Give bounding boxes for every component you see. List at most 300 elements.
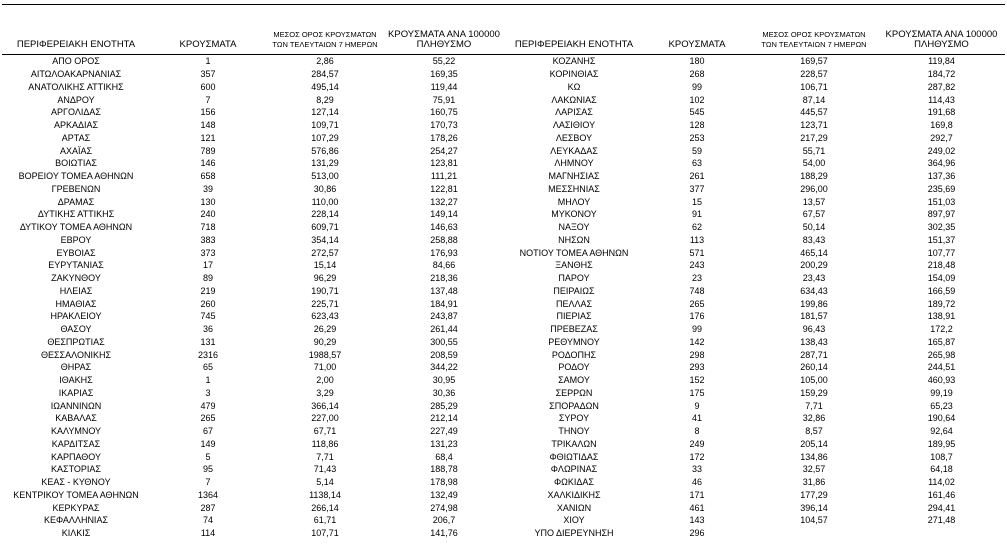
cell-region-right: ΚΟΡΙΝΘΙΑΣ xyxy=(549,69,599,80)
header-row xyxy=(2,5,1005,55)
cell-region-left: ΔΥΤΙΚΗΣ ΑΤΤΙΚΗΣ xyxy=(37,209,115,220)
cell-per100k-left: 84,66 xyxy=(432,260,456,271)
cell-region-left: ΚΕΦΑΛΛΗΝΙΑΣ xyxy=(43,515,109,526)
cell-avg7-left: 3,29 xyxy=(316,387,334,398)
cell-avg7-right: 445,57 xyxy=(800,107,828,118)
cell-per100k-right: 64,18 xyxy=(930,464,953,475)
cell-region-left: ΚΑΒΑΛΑΣ xyxy=(55,413,97,424)
cell-cases-left: 131 xyxy=(200,336,216,347)
cell-avg7-right: 634,43 xyxy=(800,285,828,296)
cell-per100k-right: 190,64 xyxy=(927,413,956,424)
cell-cases-left: 17 xyxy=(202,260,213,271)
cell-cases-right: 99 xyxy=(691,324,702,335)
cell-avg7-left: 272,57 xyxy=(311,247,339,258)
cell-avg7-left: 107,71 xyxy=(311,528,339,539)
cell-avg7-left: 127,14 xyxy=(311,107,339,118)
header-avg7-line2: ΤΩΝ ΤΕΛΕΥΤΑΙΩΝ 7 ΗΜΕΡΩΝ xyxy=(272,40,378,49)
cell-avg7-left: 26,29 xyxy=(313,324,337,335)
cell-region-right: ΣΥΡΟΥ xyxy=(558,413,590,424)
cell-avg7-left: 8,29 xyxy=(316,94,334,105)
cell-avg7-right: 199,86 xyxy=(800,298,828,309)
cell-region-right: ΧΙΟΥ xyxy=(563,515,585,526)
cell-avg7-left: 225,71 xyxy=(311,298,339,309)
cell-cases-right: 152 xyxy=(689,375,705,386)
cell-cases-right: 293 xyxy=(689,362,705,373)
cell-region-right: ΜΑΓΝΗΣΙΑΣ xyxy=(548,171,600,182)
header-cases-right: ΚΡΟΥΣΜΑΤΑ xyxy=(644,5,750,55)
table-row xyxy=(2,68,1005,81)
cell-cases-left: 156 xyxy=(200,107,216,118)
cell-cases-left: 287 xyxy=(200,502,216,513)
table-row xyxy=(2,144,1005,157)
cell-per100k-left: 218,36 xyxy=(430,273,458,284)
cell-region-right: ΠΕΛΛΑΣ xyxy=(555,298,593,309)
table-row xyxy=(2,514,1005,527)
cell-region-right: ΜΕΣΣΗΝΙΑΣ xyxy=(548,183,600,194)
cell-avg7-right: 134,86 xyxy=(800,451,828,462)
cell-region-left: ΑΡΚΑΔΙΑΣ xyxy=(53,120,99,131)
cell-per100k-left: 258,88 xyxy=(430,234,458,245)
cell-cases-left: 718 xyxy=(200,222,216,233)
cell-avg7-right: 31,86 xyxy=(802,477,826,488)
cell-avg7-left: 71,00 xyxy=(313,362,337,373)
cell-per100k-left: 122,81 xyxy=(430,183,458,194)
cell-avg7-left: 2,00 xyxy=(316,375,334,386)
table-row xyxy=(2,412,1005,425)
cell-cases-right: 91 xyxy=(691,209,702,220)
table-row xyxy=(2,450,1005,463)
table-row xyxy=(2,208,1005,221)
header-avg7-line1: ΜΕΣΟΣ ΟΡΟΣ ΚΡΟΥΣΜΑΤΩΝ xyxy=(762,30,866,39)
cell-per100k-right: 189,72 xyxy=(927,298,956,309)
cell-avg7-right: 260,14 xyxy=(800,362,828,373)
cell-cases-right: 545 xyxy=(689,107,705,118)
cell-per100k-left: 75,91 xyxy=(432,94,456,105)
table-row xyxy=(2,81,1005,94)
cell-per100k-right: 114,43 xyxy=(928,94,955,105)
cell-cases-left: 95 xyxy=(202,464,213,475)
table-row xyxy=(2,323,1005,336)
table-row xyxy=(2,93,1005,106)
cell-per100k-right: 107,77 xyxy=(927,247,956,258)
cell-per100k-right: 151,03 xyxy=(927,196,956,207)
cell-cases-left: 89 xyxy=(202,273,213,284)
cell-region-left: ΘΕΣΣΑΛΟΝΙΚΗΣ xyxy=(40,349,112,360)
cell-region-left: ΑΡΓΟΛΙΔΑΣ xyxy=(51,107,101,118)
cell-avg7-right: 32,57 xyxy=(802,464,826,475)
cell-avg7-right: 50,14 xyxy=(802,222,826,233)
cell-per100k-left: 285,29 xyxy=(430,400,458,411)
cell-cases-right: 142 xyxy=(689,336,705,347)
header-avg7-right xyxy=(750,5,878,55)
table-row xyxy=(2,272,1005,285)
cell-region-left: ΘΗΡΑΣ xyxy=(60,362,92,373)
cell-cases-left: 600 xyxy=(200,81,216,92)
cell-region-left: ΕΥΒΟΙΑΣ xyxy=(56,247,96,258)
table-row xyxy=(2,501,1005,514)
cell-avg7-right: 104,57 xyxy=(800,515,828,526)
cell-cases-right: 748 xyxy=(689,285,705,296)
cell-avg7-right: 23,43 xyxy=(802,273,826,284)
cell-per100k-right: 137,36 xyxy=(927,171,956,182)
cell-avg7-left: 1138,14 xyxy=(309,489,341,500)
table-row xyxy=(2,157,1005,170)
table-row xyxy=(2,374,1005,387)
table-row xyxy=(2,476,1005,489)
cell-per100k-left: 208,59 xyxy=(430,349,458,360)
cell-per100k-right: 154,09 xyxy=(927,273,956,284)
cell-per100k-left: 227,49 xyxy=(430,426,458,437)
cell-cases-left: 39 xyxy=(202,183,213,194)
cell-avg7-left: 107,29 xyxy=(311,132,339,143)
table-row xyxy=(2,132,1005,145)
cell-avg7-left: 110,00 xyxy=(311,196,339,207)
cell-region-right: ΡΟΔΟΥ xyxy=(558,362,590,373)
header-cases-left: ΚΡΟΥΣΜΑΤΑ xyxy=(150,5,266,55)
cell-region-left: ΘΕΣΠΡΩΤΙΑΣ xyxy=(47,336,105,347)
cell-per100k-left: 68,4 xyxy=(435,451,453,462)
cell-per100k-left: 300,55 xyxy=(430,336,458,347)
cell-cases-left: 7 xyxy=(205,477,211,488)
cell-cases-left: 745 xyxy=(200,311,216,322)
cell-per100k-left: 212,14 xyxy=(430,413,458,424)
table-row xyxy=(2,119,1005,132)
cell-avg7-right xyxy=(750,527,878,540)
cell-region-left: ΑΡΤΑΣ xyxy=(61,132,91,143)
table-row xyxy=(2,106,1005,119)
cell-cases-right: 63 xyxy=(691,158,702,169)
cell-cases-right: 113 xyxy=(689,234,705,245)
cell-cases-left: 357 xyxy=(200,69,216,80)
cell-per100k-left: 119,44 xyxy=(430,81,458,92)
cell-region-left: ΚΑΡΠΑΘΟΥ xyxy=(50,451,102,462)
table-row xyxy=(2,387,1005,400)
cell-per100k-left: 254,27 xyxy=(430,145,458,156)
cell-cases-left: 3 xyxy=(205,387,211,398)
cell-region-left: ΕΒΡΟΥ xyxy=(60,234,92,245)
cell-avg7-left: 228,14 xyxy=(311,209,339,220)
cell-avg7-right: 181,57 xyxy=(800,311,828,322)
cell-region-right: ΡΟΔΟΠΗΣ xyxy=(551,349,597,360)
cell-cases-right: 8 xyxy=(694,426,700,437)
cell-avg7-left: 90,29 xyxy=(313,336,337,347)
cell-cases-right: 41 xyxy=(691,413,702,424)
cell-region-right: ΚΟΖΑΝΗΣ xyxy=(552,56,596,67)
cell-region-right: ΧΑΝΙΩΝ xyxy=(556,502,592,513)
cell-region-right: ΠΑΡΟΥ xyxy=(558,273,590,284)
cell-avg7-right: 396,14 xyxy=(800,502,828,513)
cell-avg7-left: 495,14 xyxy=(311,81,339,92)
cell-cases-right: 15 xyxy=(691,196,702,207)
cell-region-right: ΣΑΜΟΥ xyxy=(558,375,590,386)
cell-cases-left: 789 xyxy=(200,145,216,156)
cell-cases-right: 102 xyxy=(689,94,705,105)
header-per100k-line1: ΚΡΟΥΣΜΑΤΑ ΑΝΑ 100000 xyxy=(885,29,998,40)
header-per100k-line2: ΠΛΗΘΥΣΜΟ xyxy=(914,39,969,50)
cell-avg7-right: 96,43 xyxy=(802,324,826,335)
table-row xyxy=(2,285,1005,298)
cell-region-right: ΜΥΚΟΝΟΥ xyxy=(551,209,597,220)
cell-cases-right: 46 xyxy=(691,477,702,488)
table-row xyxy=(2,425,1005,438)
cell-per100k-right: 265,98 xyxy=(927,349,956,360)
cell-per100k-right: 235,69 xyxy=(927,183,956,194)
header-avg7-line1: ΜΕΣΟΣ ΟΡΟΣ ΚΡΟΥΣΜΑΤΩΝ xyxy=(273,30,377,39)
cell-per100k-left: 146,63 xyxy=(430,222,458,233)
cell-region-right: ΠΕΙΡΑΙΩΣ xyxy=(553,285,595,296)
cell-per100k-left: 176,93 xyxy=(430,247,458,258)
cell-region-left: ΗΛΕΙΑΣ xyxy=(59,285,93,296)
covid-cases-table xyxy=(2,4,1005,540)
cell-avg7-left: 118,86 xyxy=(311,438,339,449)
cell-region-left: ΚΑΣΤΟΡΙΑΣ xyxy=(51,464,101,475)
cell-cases-left: 121 xyxy=(200,132,216,143)
cell-avg7-left: 7,71 xyxy=(316,451,334,462)
cell-per100k-right: 165,87 xyxy=(927,336,956,347)
cell-avg7-right: 200,29 xyxy=(800,260,828,271)
cell-cases-right: 59 xyxy=(691,145,702,156)
table-row xyxy=(2,348,1005,361)
cell-region-right: ΝΗΣΩΝ xyxy=(558,234,590,245)
table-row xyxy=(2,195,1005,208)
cell-avg7-left: 576,86 xyxy=(311,145,339,156)
cell-cases-right: 261 xyxy=(689,171,705,182)
cell-avg7-left: 609,71 xyxy=(311,222,339,233)
cell-per100k-left: 206,7 xyxy=(432,515,456,526)
cell-region-right: ΛΑΡΙΣΑΣ xyxy=(555,107,593,118)
cell-per100k-left: 170,73 xyxy=(430,120,458,131)
cell-cases-right: 99 xyxy=(691,81,702,92)
cell-per100k-left: 178,26 xyxy=(430,132,458,143)
cell-per100k-left: 169,35 xyxy=(430,69,458,80)
cell-per100k-right xyxy=(878,527,1005,540)
cell-per100k-right: 161,46 xyxy=(927,489,956,500)
cell-region-right: ΥΠΟ ΔΙΕΡΕΥΝΗΣΗ xyxy=(534,528,614,539)
table-row xyxy=(2,170,1005,183)
cell-per100k-left: 30,95 xyxy=(432,375,456,386)
cell-region-right: ΧΑΛΚΙΔΙΚΗΣ xyxy=(547,489,601,500)
cell-per100k-right: 302,35 xyxy=(927,222,956,233)
cell-per100k-left: 132,27 xyxy=(430,196,458,207)
header-avg7-line2: ΤΩΝ ΤΕΛΕΥΤΑΙΩΝ 7 ΗΜΕΡΩΝ xyxy=(761,40,867,49)
cell-region-left: ΒΟΡΕΙΟΥ ΤΟΜΕΑ ΑΘΗΝΩΝ xyxy=(18,171,134,182)
cell-avg7-right: 105,00 xyxy=(800,375,828,386)
cell-per100k-right: 65,23 xyxy=(930,400,953,411)
table-body xyxy=(2,55,1005,540)
cell-per100k-right: 108,7 xyxy=(930,451,953,462)
cell-cases-right: 172 xyxy=(689,451,705,462)
cell-region-left: ΔΡΑΜΑΣ xyxy=(57,196,95,207)
table-row xyxy=(2,183,1005,196)
cell-avg7-left: 67,71 xyxy=(313,426,337,437)
header-per100k-line2: ΠΛΗΘΥΣΜΟ xyxy=(416,39,472,50)
cell-region-right: ΜΗΛΟΥ xyxy=(557,196,591,207)
cell-avg7-right: 287,71 xyxy=(800,349,828,360)
cell-per100k-right: 184,72 xyxy=(927,69,956,80)
cell-cases-left: 148 xyxy=(200,120,216,131)
table-row xyxy=(2,310,1005,323)
cell-cases-left: 479 xyxy=(200,400,216,411)
cell-cases-left: 130 xyxy=(200,196,216,207)
cell-region-left: ΚΕΑΣ - ΚΥΘΝΟΥ xyxy=(41,477,111,488)
cell-region-left: ΗΡΑΚΛΕΙΟΥ xyxy=(50,311,102,322)
cell-avg7-right: 55,71 xyxy=(802,145,826,156)
cell-avg7-right: 188,29 xyxy=(800,171,828,182)
cell-cases-right: 298 xyxy=(689,349,705,360)
cell-cases-left: 265 xyxy=(200,413,216,424)
cell-avg7-right: 228,57 xyxy=(800,69,828,80)
cell-region-left: ΓΡΕΒΕΝΩΝ xyxy=(51,183,101,194)
cell-region-left: ΑΧΑΪΑΣ xyxy=(59,145,93,156)
cell-cases-left: 240 xyxy=(200,209,216,220)
cell-per100k-left: 184,91 xyxy=(430,298,458,309)
cell-cases-left: 1364 xyxy=(197,489,219,500)
cell-cases-right: 268 xyxy=(689,69,705,80)
cell-avg7-left: 96,29 xyxy=(313,273,337,284)
cell-region-left: ΑΝΑΤΟΛΙΚΗΣ ΑΤΤΙΚΗΣ xyxy=(28,81,124,92)
cell-avg7-left: 623,43 xyxy=(311,311,339,322)
cell-region-right: ΛΕΣΒΟΥ xyxy=(555,132,593,143)
cell-avg7-right: 169,57 xyxy=(800,56,828,67)
cell-region-left: ΖΑΚΥΝΘΟΥ xyxy=(51,273,101,284)
cell-avg7-right: 8,57 xyxy=(805,426,823,437)
cell-cases-right: 128 xyxy=(689,120,705,131)
header-per100k-right xyxy=(878,5,1005,55)
cell-cases-right: 176 xyxy=(689,311,705,322)
cell-avg7-left: 1988,57 xyxy=(308,349,342,360)
cell-avg7-right: 138,43 xyxy=(800,336,828,347)
cell-region-right: ΦΩΚΙΔΑΣ xyxy=(554,477,594,488)
cell-avg7-left: 5,14 xyxy=(316,477,334,488)
cell-per100k-left: 160,75 xyxy=(430,107,458,118)
cell-region-right: ΤΡΙΚΑΛΩΝ xyxy=(551,438,597,449)
table-row xyxy=(2,489,1005,502)
cell-cases-left: 219 xyxy=(200,285,216,296)
cell-region-right: ΛΑΚΩΝΙΑΣ xyxy=(551,94,597,105)
cell-avg7-left: 15,14 xyxy=(313,260,337,271)
header-per100k-line1: ΚΡΟΥΣΜΑΤΑ ΑΝΑ 100000 xyxy=(388,29,500,40)
cell-avg7-right: 123,71 xyxy=(800,120,828,131)
cell-cases-right: 265 xyxy=(689,298,705,309)
cell-per100k-right: 292,7 xyxy=(930,132,953,143)
cell-avg7-right: 465,14 xyxy=(800,247,828,258)
table-row xyxy=(2,246,1005,259)
cell-per100k-left: 132,49 xyxy=(430,489,458,500)
cell-region-right: ΝΟΤΙΟΥ ΤΟΜΕΑ ΑΘΗΝΩΝ xyxy=(519,247,629,258)
cell-per100k-left: 55,22 xyxy=(432,56,456,67)
table-row xyxy=(2,297,1005,310)
cell-cases-left: 146 xyxy=(200,158,216,169)
cell-cases-right: 571 xyxy=(689,247,705,258)
cell-region-left: ΙΚΑΡΙΑΣ xyxy=(58,387,94,398)
cell-cases-left: 1 xyxy=(205,56,211,67)
cell-region-right: ΠΡΕΒΕΖΑΣ xyxy=(550,324,598,335)
cell-per100k-right: 244,51 xyxy=(927,362,956,373)
cell-cases-right: 9 xyxy=(694,400,700,411)
cell-avg7-left: 109,71 xyxy=(311,120,339,131)
table-row xyxy=(2,55,1005,68)
cell-avg7-left: 30,86 xyxy=(313,183,337,194)
cell-per100k-left: 274,98 xyxy=(430,502,458,513)
cell-cases-left: 74 xyxy=(202,515,213,526)
cell-cases-right: 296 xyxy=(689,528,705,539)
cell-avg7-right: 13,57 xyxy=(802,196,826,207)
cell-avg7-right: 296,00 xyxy=(800,183,828,194)
cell-region-left: ΚΑΡΔΙΤΣΑΣ xyxy=(51,438,101,449)
cell-per100k-left: 243,87 xyxy=(430,311,458,322)
cell-avg7-right: 205,14 xyxy=(800,438,828,449)
cell-per100k-left: 178,98 xyxy=(430,477,458,488)
cell-per100k-right: 151,37 xyxy=(927,234,956,245)
cell-cases-right: 175 xyxy=(689,387,705,398)
cell-per100k-left: 344,22 xyxy=(430,362,458,373)
cell-avg7-right: 106,71 xyxy=(800,81,828,92)
cell-region-left: ΔΥΤΙΚΟΥ ΤΟΜΕΑ ΑΘΗΝΩΝ xyxy=(19,222,133,233)
cell-avg7-left: 131,29 xyxy=(311,158,339,169)
cell-cases-left: 114 xyxy=(200,528,216,539)
cell-per100k-right: 166,59 xyxy=(927,285,956,296)
cell-region-left: ΒΟΙΩΤΙΑΣ xyxy=(55,158,97,169)
cell-per100k-right: 249,02 xyxy=(927,145,956,156)
cell-region-left: ΙΩΑΝΝΙΝΩΝ xyxy=(50,400,102,411)
cell-per100k-left: 261,44 xyxy=(430,324,458,335)
cell-per100k-left: 131,23 xyxy=(430,438,458,449)
cell-per100k-right: 218,48 xyxy=(927,260,956,271)
cell-avg7-right: 83,43 xyxy=(802,234,826,245)
cell-cases-left: 7 xyxy=(205,94,211,105)
table-row xyxy=(2,399,1005,412)
cell-region-right: ΦΛΩΡΙΝΑΣ xyxy=(550,464,598,475)
cell-cases-left: 36 xyxy=(202,324,213,335)
cell-region-left: ΙΘΑΚΗΣ xyxy=(59,375,93,386)
header-per100k-left xyxy=(384,5,504,55)
cell-per100k-right: 119,84 xyxy=(928,56,955,67)
cell-region-right: ΚΩ xyxy=(567,81,581,92)
cell-avg7-left: 354,14 xyxy=(311,234,339,245)
cell-per100k-right: 172,2 xyxy=(930,324,953,335)
cell-per100k-right: 364,96 xyxy=(927,158,956,169)
cell-per100k-right: 169,8 xyxy=(930,120,953,131)
cell-per100k-right: 189,95 xyxy=(927,438,956,449)
cell-cases-right: 62 xyxy=(691,222,702,233)
cell-per100k-right: 294,41 xyxy=(927,502,956,513)
header-avg7-left xyxy=(266,5,384,55)
header-region-left: ΠΕΡΙΦΕΡΕΙΑΚΗ ΕΝΟΤΗΤΑ xyxy=(2,5,150,55)
table-row xyxy=(2,361,1005,374)
cell-per100k-right: 191,68 xyxy=(927,107,956,118)
cell-avg7-left: 284,57 xyxy=(311,69,339,80)
cell-per100k-left: 141,76 xyxy=(430,528,458,539)
cell-region-left: ΚΙΛΚΙΣ xyxy=(61,528,91,539)
cell-avg7-right: 7,71 xyxy=(805,400,823,411)
cell-avg7-right: 54,00 xyxy=(802,158,826,169)
cell-region-left: ΚΕΡΚΥΡΑΣ xyxy=(52,502,100,513)
cell-per100k-left: 111,21 xyxy=(430,171,458,182)
cell-region-right: ΣΠΟΡΑΔΩΝ xyxy=(549,400,599,411)
cell-cases-right: 377 xyxy=(689,183,705,194)
cell-avg7-right: 67,57 xyxy=(802,209,826,220)
cell-avg7-left: 266,14 xyxy=(311,502,339,513)
cell-per100k-left: 188,78 xyxy=(430,464,458,475)
cell-per100k-right: 99,19 xyxy=(930,387,953,398)
cell-cases-right: 180 xyxy=(689,56,705,67)
cell-cases-left: 383 xyxy=(200,234,216,245)
table-row xyxy=(2,463,1005,476)
cell-avg7-left: 366,14 xyxy=(311,400,339,411)
cell-per100k-left: 149,14 xyxy=(430,209,458,220)
cell-avg7-left: 71,43 xyxy=(313,464,337,475)
cell-region-left: ΑΠΟ ΟΡΟΣ xyxy=(52,56,100,67)
